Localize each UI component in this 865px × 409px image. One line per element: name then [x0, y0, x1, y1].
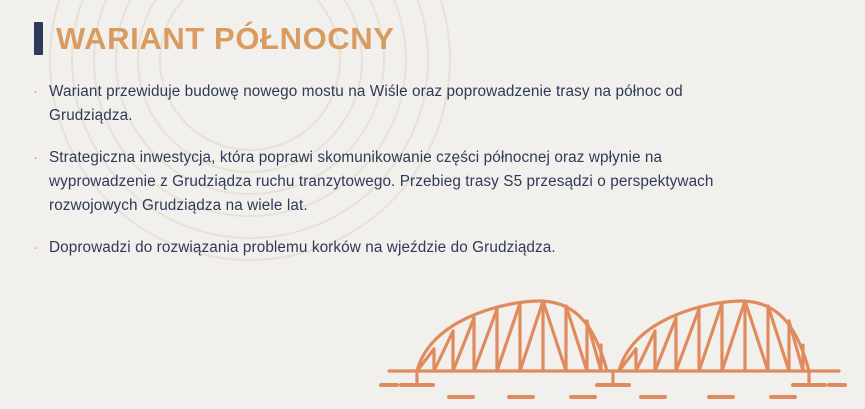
list-item: [30, 236, 765, 260]
bullet-marker-icon: ·: [33, 149, 38, 166]
list-item-text: Doprowadzi do rozwiązania problemu korków na wjeździe do Grudziądza.: [49, 239, 556, 256]
list-item-text: Wariant przewiduje budowę nowego mostu na Wiśle oraz poprowadzenie trasy na północ od Grudziądza.: [49, 83, 683, 124]
title-accent-bar: [34, 22, 43, 55]
bullet-marker-icon: ·: [33, 239, 38, 256]
truss-bridge-illustration: [379, 273, 849, 403]
bullet-marker-icon: ·: [33, 83, 38, 100]
list-item: [30, 146, 765, 218]
list-item-text: Strategiczna inwestycja, która poprawi skomunikowanie części północnej oraz wpłynie na wyprowadzenie z Grudziądza ruchu tranzytowego. Przebieg trasy S5 przesądzi o perspektywach rozwojowych Grudziądza na wiele lat.: [49, 149, 714, 214]
slide-title-row: [34, 22, 395, 55]
page-title: WARIANT PÓŁNOCNY: [56, 21, 395, 56]
list-item: [30, 80, 765, 128]
bullet-list: [30, 80, 765, 278]
